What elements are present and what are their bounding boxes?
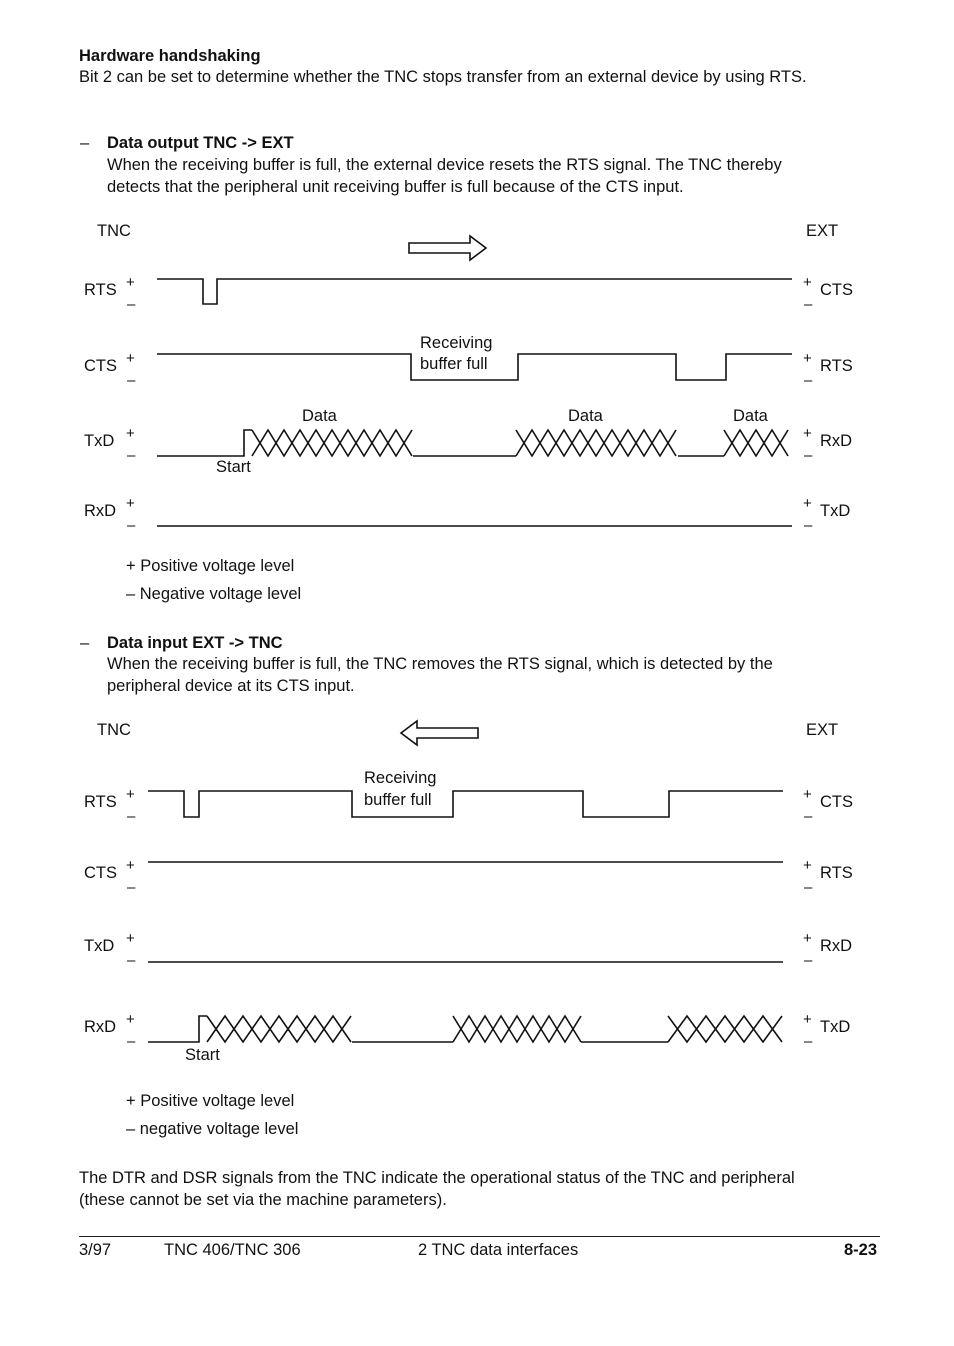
d2-r-plus-1: +	[803, 786, 812, 803]
diagram2-legend-negative: – negative voltage level	[126, 1120, 299, 1138]
d1-l-plus-1: +	[126, 274, 135, 291]
diagram1-buffer-full-line2: buffer full	[420, 355, 488, 373]
d2-l-minus-1: –	[127, 808, 136, 825]
diagram2-right-signal-txd: TxD	[820, 1018, 851, 1036]
d2-rxd-data-2	[453, 1016, 581, 1042]
diagram2-right-signal-rts: RTS	[820, 864, 853, 882]
diagram1-right-signal-rts: RTS	[820, 357, 853, 375]
d1-txd-data-2	[516, 430, 676, 456]
diagram1-right-signal-rxd: RxD	[820, 432, 853, 450]
diagram1-data-label-2: Data	[568, 407, 603, 425]
diagram2-left-signal-txd: TxD	[84, 937, 115, 955]
diagram1-buffer-full-line1: Receiving	[420, 334, 493, 352]
d1-r-plus-1: +	[803, 274, 812, 291]
footer-chapter: 2 TNC data interfaces	[418, 1241, 579, 1259]
d2-r-plus-4: +	[803, 1011, 812, 1028]
section-heading: Hardware handshaking	[79, 47, 261, 65]
d1-l-minus-3: –	[127, 447, 136, 464]
diagram2-left-signal-rxd: RxD	[84, 1018, 117, 1036]
section2-title: Data input EXT -> TNC	[107, 634, 283, 652]
diagram1-right-signal-txd: TxD	[820, 502, 851, 520]
diagram2-right-signal-cts: CTS	[820, 793, 853, 811]
section2-text-line2: peripheral device at its CTS input.	[107, 677, 355, 695]
d1-txd-idle	[157, 430, 724, 456]
d1-rts-waveform	[157, 279, 792, 304]
d1-cts-waveform	[157, 354, 792, 380]
d2-l-plus-4: +	[126, 1011, 135, 1028]
d1-r-minus-1: –	[804, 296, 813, 313]
d2-r-minus-2: –	[804, 879, 813, 896]
d2-rxd-data-3	[668, 1016, 782, 1042]
d1-r-plus-4: +	[803, 495, 812, 512]
diagram2-legend-positive: + Positive voltage level	[126, 1092, 295, 1110]
d1-l-minus-1: –	[127, 296, 136, 313]
diagram2-ext-label: EXT	[806, 721, 839, 739]
d1-l-plus-2: +	[126, 350, 135, 367]
d2-r-plus-3: +	[803, 930, 812, 947]
d1-l-minus-2: –	[127, 372, 136, 389]
diagram2-buffer-full-line2: buffer full	[364, 791, 432, 809]
d1-r-minus-2: –	[804, 372, 813, 389]
d2-r-minus-4: –	[804, 1033, 813, 1050]
diagram1-ext-label: EXT	[806, 222, 839, 240]
diagram1-left-signal-cts: CTS	[84, 357, 117, 375]
diagram2-right-signal-rxd: RxD	[820, 937, 853, 955]
diagram1-tnc-label: TNC	[97, 222, 131, 240]
section1-text-line1: When the receiving buffer is full, the external device resets the RTS signal. The TNC thereby	[107, 156, 782, 174]
d1-r-plus-2: +	[803, 350, 812, 367]
diagram1-legend-positive: + Positive voltage level	[126, 557, 295, 575]
section1-text-line2: detects that the peripheral unit receiving buffer is full because of the CTS input.	[107, 178, 684, 196]
d2-rts-waveform	[148, 791, 783, 817]
diagram1-left-signal-rts: RTS	[84, 281, 117, 299]
diagram1-left-signal-txd: TxD	[84, 432, 115, 450]
d1-r-plus-3: +	[803, 425, 812, 442]
section1-title: Data output TNC -> EXT	[107, 134, 294, 152]
closing-text-line2: (these cannot be set via the machine parameters).	[79, 1191, 447, 1209]
d1-l-plus-3: +	[126, 425, 135, 442]
diagram2-buffer-full-line1: Receiving	[364, 769, 437, 787]
footer-model: TNC 406/TNC 306	[164, 1241, 301, 1259]
bullet-dash-1: –	[80, 134, 90, 152]
d1-l-minus-4: –	[127, 517, 136, 534]
footer-page-number: 8-23	[844, 1241, 878, 1259]
d1-r-minus-4: –	[804, 517, 813, 534]
left-arrow-icon	[401, 721, 478, 745]
d2-r-plus-2: +	[803, 857, 812, 874]
diagram1-data-label-1: Data	[302, 407, 337, 425]
diagram2-left-signal-cts: CTS	[84, 864, 117, 882]
d2-l-plus-3: +	[126, 930, 135, 947]
diagram1-start-label: Start	[216, 458, 251, 476]
diagram2-start-label: Start	[185, 1046, 220, 1064]
d2-l-minus-2: –	[127, 879, 136, 896]
diagram1-legend-negative: – Negative voltage level	[126, 585, 302, 603]
diagram1-data-label-3: Data	[733, 407, 768, 425]
d2-l-minus-3: –	[127, 952, 136, 969]
diagram2-left-signal-rts: RTS	[84, 793, 117, 811]
d1-txd-data-3	[724, 430, 788, 456]
d2-l-minus-4: –	[127, 1033, 136, 1050]
section2-text-line1: When the receiving buffer is full, the TNC removes the RTS signal, which is detected by the	[107, 655, 773, 673]
d2-rxd-data-1	[207, 1016, 351, 1042]
right-arrow-icon	[409, 236, 486, 260]
d2-rxd-idle	[148, 1016, 668, 1042]
diagram2-tnc-label: TNC	[97, 721, 131, 739]
d1-r-minus-3: –	[804, 447, 813, 464]
bullet-dash-2: –	[80, 634, 90, 652]
d2-l-plus-2: +	[126, 857, 135, 874]
d1-l-plus-4: +	[126, 495, 135, 512]
footer-date: 3/97	[79, 1241, 112, 1259]
intro-text: Bit 2 can be set to determine whether the TNC stops transfer from an external device by using RTS.	[79, 68, 807, 86]
d1-txd-data-1	[252, 430, 412, 456]
diagram1-left-signal-rxd: RxD	[84, 502, 117, 520]
closing-text-line1: The DTR and DSR signals from the TNC indicate the operational status of the TNC and peripheral	[79, 1169, 795, 1187]
d2-r-minus-1: –	[804, 808, 813, 825]
d2-l-plus-1: +	[126, 786, 135, 803]
d2-r-minus-3: –	[804, 952, 813, 969]
diagram1-right-signal-cts: CTS	[820, 281, 853, 299]
